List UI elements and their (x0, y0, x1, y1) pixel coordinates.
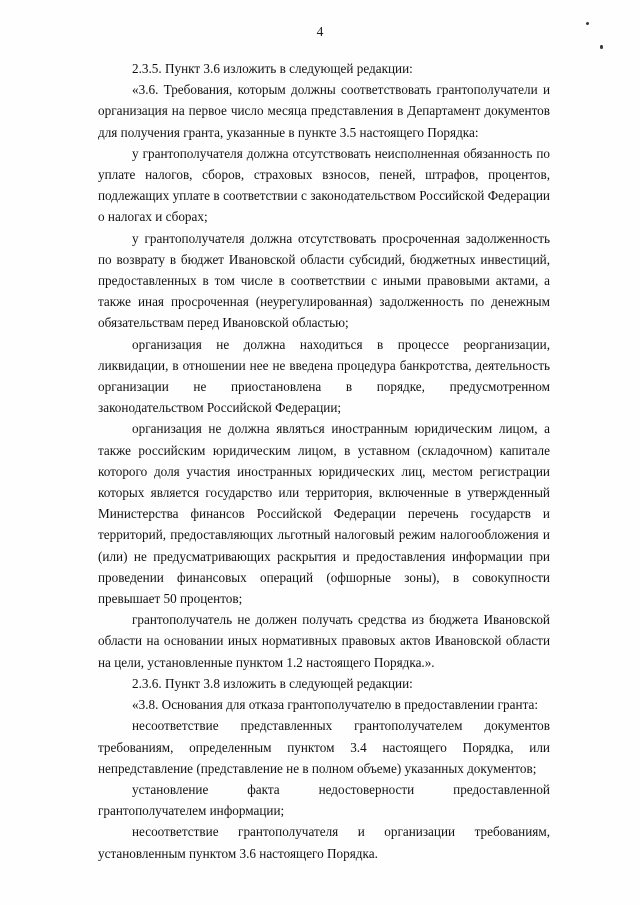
paragraph: установление факта недостоверности предоставленной грантополучателем информации; (98, 781, 550, 819)
page-number: 4 (316, 24, 324, 39)
paragraph: у грантополучателя должна отсутствовать неисполненная обязанность по уплате налогов, сборов, страховых взносов, пеней, штрафов, процентов, подлежащих уплате в соответствии с законодательством Российской Федерации о налогах и сборах; (98, 145, 550, 225)
paragraph: несоответствие представленных грантополучателем документов требованиям, определенным пунктом 3.4 настоящего Порядка, или непредставление (представление не в полном объеме) указанных документов; (98, 718, 550, 776)
document-body (98, 58, 550, 864)
paragraph: несоответствие грантополучателя и организации требованиям, установленным пунктом 3.6 настоящего Порядка. (98, 824, 550, 861)
scan-artifact-icon (600, 45, 603, 49)
paragraph: у грантополучателя должна отсутствовать просроченная задолженность по возврату в бюджет Ивановской области субсидий, бюджетных инвестиций, предоставленных в том числе в соответствии с иными правовыми актами, а также иная просроченная (неурегулированная) задолженность по денежным обязательствам перед Ивановской областью; (98, 230, 550, 331)
paragraph: грантополучатель не должен получать средства из бюджета Ивановской области на основании иных нормативных правовых актов Ивановской области на цели, установленные пунктом 1.2 настоящего Порядка.». (98, 612, 550, 670)
paragraph: организация не должна находиться в процессе реорганизации, ликвидации, в отношении нее не введена процедура банкротства, деятельность организации не приостановлена в порядке, предусмотренном законодательством Российской Федерации; (98, 336, 550, 416)
paragraph: «3.8. Основания для отказа грантополучателю в предоставлении гранта: (132, 697, 539, 713)
paragraph: 2.3.6. Пункт 3.8 изложить в следующей редакции: (132, 675, 413, 691)
paragraph: «3.6. Требования, которым должны соответствовать грантополучатели и организация на первое число месяца представления в Департамент документов для получения гранта, указанные в пункте 3.5 настоящего Порядка: (98, 82, 550, 140)
paragraph: 2.3.5. Пункт 3.6 изложить в следующей редакции: (132, 61, 413, 76)
paragraph: организация не должна являться иностранным юридическим лицом, а также российским юридическим лицом, в уставном (складочном) капитале которого доля участия иностранных юридических лиц, местом регистрации которых является государство или территория, включенные в утвержденный Министерства финансов Российской Федерации перечень государств и территорий, предоставляющих льготный налоговый режим налогообложения и (или) не предусматривающих раскрытия и предоставления информации при проведении финансовых операций (офшорные зоны), в совокупности превышает 50 процентов; (98, 421, 550, 607)
